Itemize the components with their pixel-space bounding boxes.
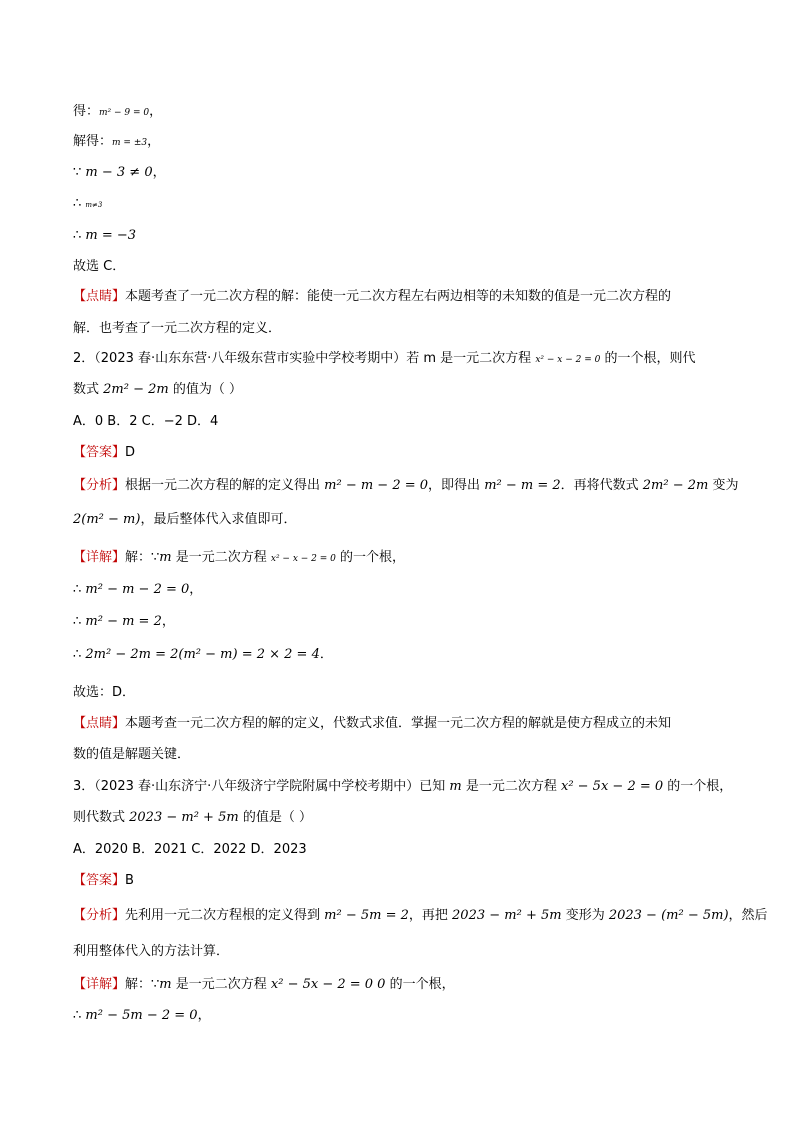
math-expression: m <box>449 779 462 794</box>
text-run: 变为 <box>708 478 739 493</box>
text-run: ∵ <box>73 165 86 180</box>
math-expression: 2m² − 2m <box>642 478 709 493</box>
text-line-l27 <box>73 943 229 961</box>
text-run: 解．也考查了一元二次方程的定义． <box>73 321 282 336</box>
math-expression: m² − m − 2 = 0 <box>85 582 190 597</box>
text-line-l19 <box>73 684 135 702</box>
section-label: 【答案】 <box>73 445 126 460</box>
text-run: ∴ <box>73 582 86 597</box>
text-run: 根据一元二次方程的解的定义得出 <box>125 478 325 493</box>
text-run: 先利用一元二次方程根的定义得到 <box>125 908 325 923</box>
text-line-l3 <box>73 164 166 182</box>
text-run: 是一元二次方程 <box>461 779 561 794</box>
text-line-l17 <box>73 613 175 631</box>
text-run: 故选 C． <box>73 259 126 274</box>
text-run: ， <box>149 104 163 119</box>
text-line-l25 <box>73 872 134 890</box>
text-run: ，即得出 <box>428 478 485 493</box>
text-run: 解：∵ <box>125 550 160 565</box>
text-line-l1 <box>73 103 162 122</box>
section-label: 【答案】 <box>73 873 126 888</box>
text-run: 变形为 <box>561 908 609 923</box>
text-run: B <box>125 873 134 888</box>
math-expression: m − 3 ≠ 0 <box>85 165 153 180</box>
math-expression: 2023 − m² + 5m <box>129 810 239 825</box>
text-line-l16 <box>73 581 202 599</box>
text-line-l18 <box>73 646 333 664</box>
text-line-l9 <box>73 350 695 369</box>
math-expression: m² − m = 2 <box>484 478 561 493</box>
text-run: ， <box>147 134 161 149</box>
text-line-l11 <box>73 413 218 431</box>
text-run: 本题考查了一元二次方程的解：能使一元二次方程左右两边相等的未知数的值是一元二次方程的 <box>125 289 672 304</box>
text-run: 则代数式 <box>73 810 130 825</box>
text-run: ，最后整体代入求值即可． <box>140 512 297 527</box>
text-run: 3．（2023 春·山东济宁·八年级济宁学院附属中学校考期中）已知 <box>73 779 450 794</box>
text-line-l6 <box>73 258 125 276</box>
text-line-l23 <box>73 809 312 827</box>
text-line-l12 <box>73 444 135 462</box>
math-expression: x² − 5x − 2 = 0 0 <box>270 977 386 992</box>
math-expression: m <box>159 977 172 992</box>
math-expression: 2(m² − m) <box>73 512 141 527</box>
text-run: ， <box>189 582 203 597</box>
text-line-l13 <box>73 477 739 495</box>
math-expression: m² − 5m = 2 <box>324 908 409 923</box>
math-expression: 2m² − 2m <box>103 382 169 397</box>
text-line-l26 <box>73 907 768 925</box>
text-run: ． <box>319 647 333 662</box>
text-line-l15 <box>73 549 405 568</box>
text-run: ∴ <box>73 647 86 662</box>
text-line-l14 <box>73 511 296 529</box>
text-line-l29 <box>73 1007 211 1025</box>
math-expression: m² − 9 = 0 <box>99 108 150 118</box>
text-run: 的一个根， <box>335 550 406 565</box>
math-expression: x² − x − 2 = 0 <box>535 355 601 365</box>
section-label: 【详解】 <box>73 977 126 992</box>
text-run: ．再将代数式 <box>560 478 643 493</box>
math-expression: m² − m − 2 = 0 <box>324 478 429 493</box>
math-expression: 2023 − (m² − 5m) <box>608 908 729 923</box>
text-line-l2 <box>73 133 160 152</box>
text-run: ， <box>197 1008 211 1023</box>
text-line-l5 <box>73 227 136 245</box>
text-run: 得： <box>73 104 100 119</box>
text-run: 是一元二次方程 <box>171 550 271 565</box>
section-label: 【点睛】 <box>73 716 126 731</box>
text-run: 本题考查一元二次方程的解的定义，代数式求值．掌握一元二次方程的解就是使方程成立的未知 <box>125 716 672 731</box>
text-run: A．0 B．2 C．−2 D．4 <box>73 414 219 429</box>
math-expression: x² − x − 2 = 0 <box>270 554 336 564</box>
text-run: ∴ <box>73 228 86 243</box>
text-run: 的一个根， <box>385 977 455 992</box>
text-run: ， <box>152 165 166 180</box>
section-label: 【详解】 <box>73 550 126 565</box>
text-run: 解：∵ <box>125 977 160 992</box>
text-line-l22 <box>73 778 732 796</box>
math-expression: 2023 − m² + 5m <box>452 908 562 923</box>
text-line-l20 <box>73 715 671 733</box>
text-run: D <box>125 445 136 460</box>
text-run: 数的值是解题关键． <box>73 747 191 762</box>
text-line-l24 <box>73 841 307 859</box>
text-run: ∴ <box>73 614 86 629</box>
text-run: 解得： <box>73 134 113 149</box>
text-line-l7 <box>73 288 671 306</box>
text-run: 的一个根， <box>663 779 733 794</box>
math-expression: m = ±3 <box>112 138 148 148</box>
section-label: 【点睛】 <box>73 289 126 304</box>
text-line-l10 <box>73 381 242 399</box>
math-expression: m≠3 <box>85 201 103 209</box>
section-label: 【分析】 <box>73 478 126 493</box>
math-expression: m <box>159 550 172 565</box>
text-run: ，再把 <box>408 908 453 923</box>
text-run: 利用整体代入的方法计算． <box>73 944 230 959</box>
text-run: 故选：D． <box>73 685 136 700</box>
text-run: 的值是（ ） <box>238 810 312 825</box>
text-line-l28 <box>73 976 455 994</box>
text-run: ∴ <box>73 196 86 211</box>
text-run: 的一个根，则代 <box>600 351 696 366</box>
math-expression: 2m² − 2m = 2(m² − m) = 2 × 2 = 4 <box>85 647 320 662</box>
text-line-l8 <box>73 320 281 338</box>
math-expression: m = −3 <box>85 228 137 243</box>
text-run: 的值为（ ） <box>168 382 242 397</box>
math-expression: x² − 5x − 2 = 0 <box>560 779 664 794</box>
math-expression: m² − 5m − 2 = 0 <box>85 1008 198 1023</box>
text-run: ， <box>161 614 175 629</box>
text-run: 是一元二次方程 <box>171 977 271 992</box>
text-run: 2．（2023 春·山东东营·八年级东营市实验中学校考期中）若 m 是一元二次方程 <box>73 351 536 366</box>
text-line-l21 <box>73 746 190 764</box>
text-run: 数式 <box>73 382 104 397</box>
math-expression: m² − m = 2 <box>85 614 162 629</box>
text-run: ，然后 <box>728 908 768 923</box>
section-label: 【分析】 <box>73 908 126 923</box>
text-line-l4 <box>73 195 102 214</box>
text-run: ∴ <box>73 1008 86 1023</box>
text-run: A．2020 B．2021 C．2022 D．2023 <box>73 842 307 857</box>
